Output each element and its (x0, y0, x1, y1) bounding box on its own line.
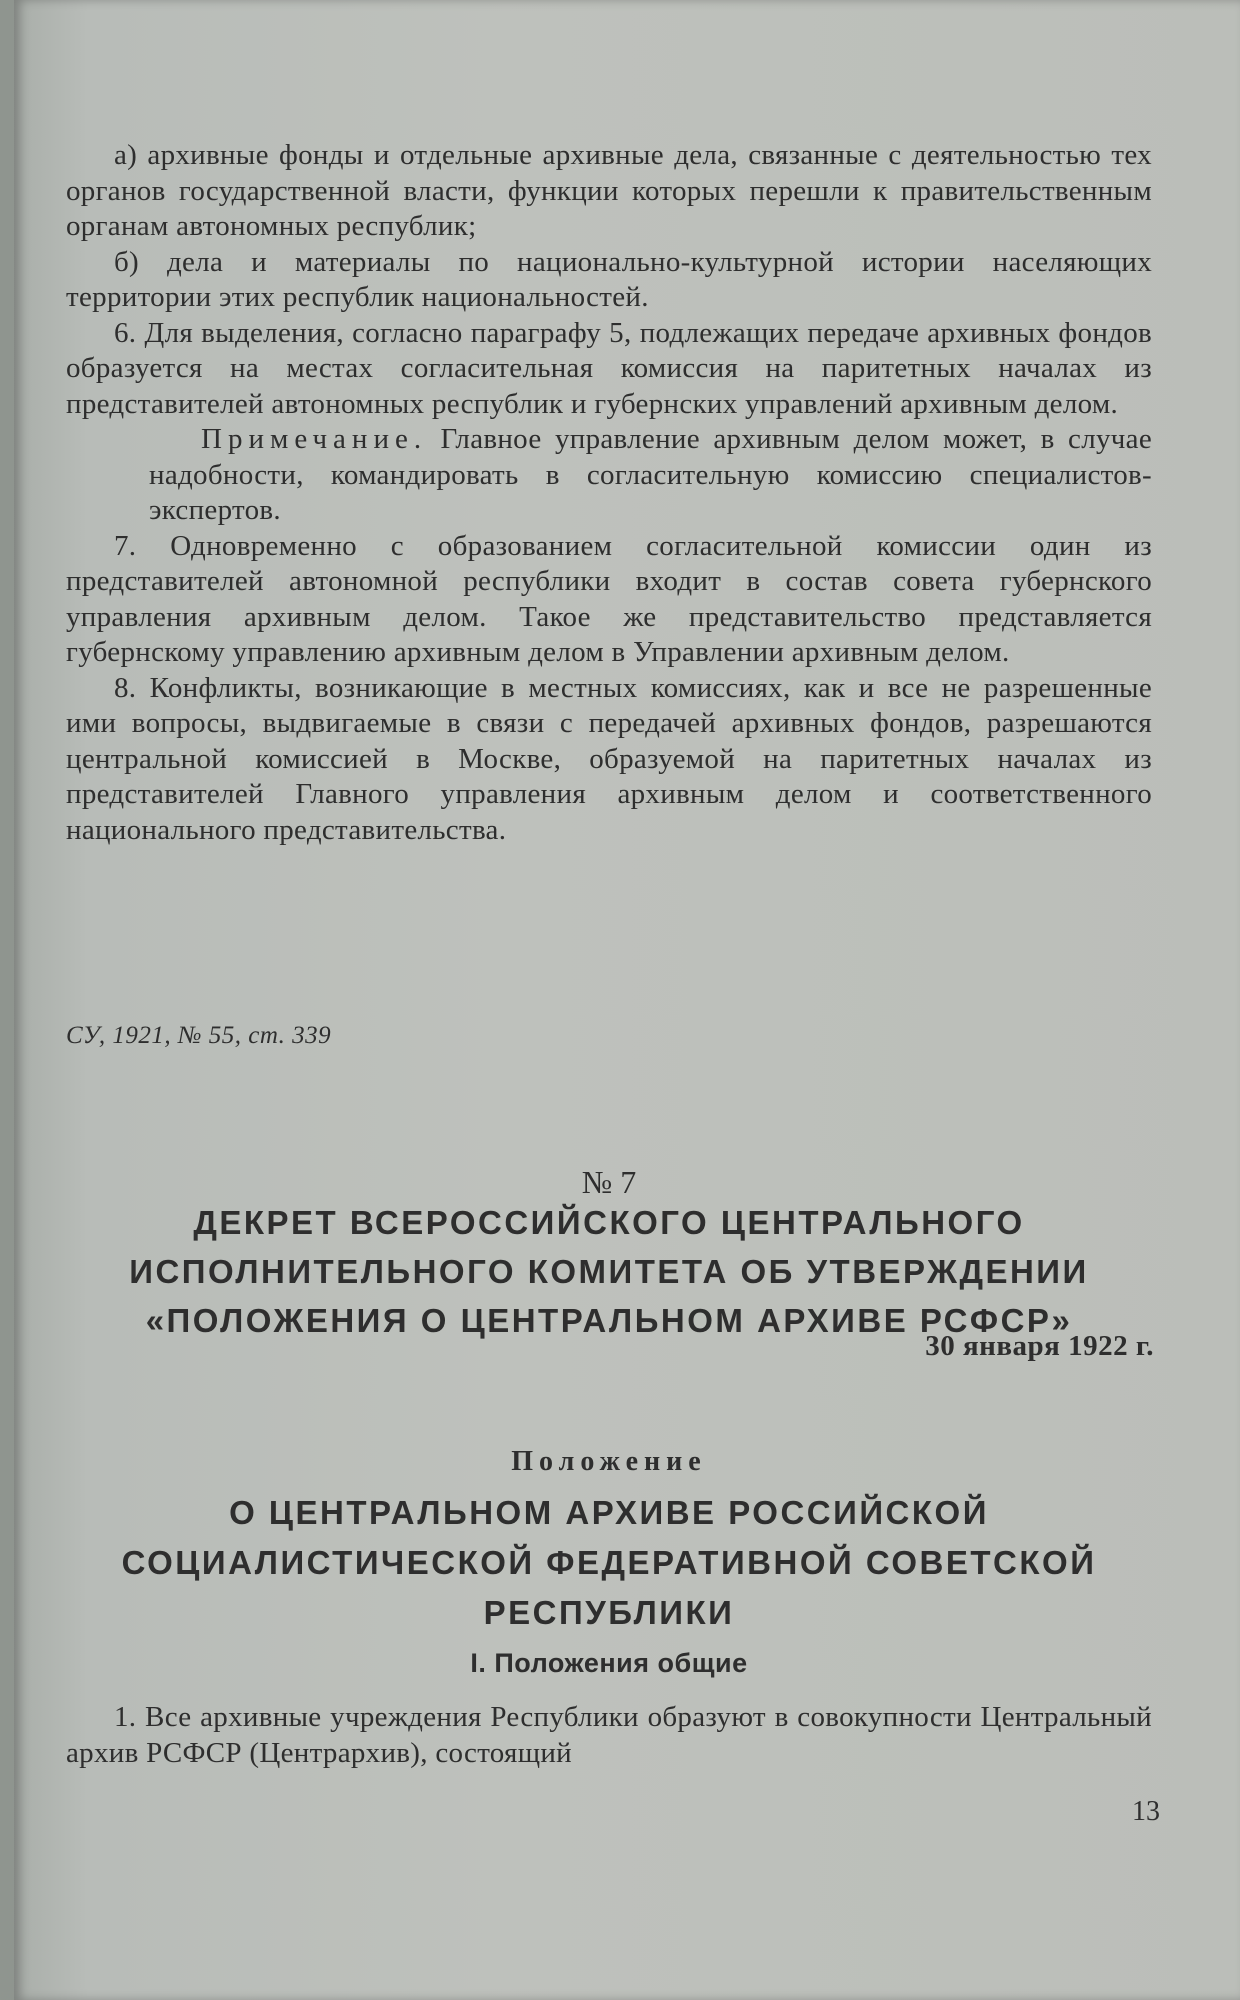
paragraph-a: а) архивные фонды и отдельные архивные дела, связанные с деятельностью тех органов государственной власти, функции которых перешли к правительственным органам автономных республик; (66, 139, 1152, 242)
document-title-line: ДЕКРЕТ ВСЕРОССИЙСКОГО ЦЕНТРАЛЬНОГО (193, 1204, 1025, 1241)
book-page (14, 0, 1240, 2000)
note-text: Главное управление архивным делом может, в случае надобности, командировать в согласительную комиссию специалистов-экспертов. (149, 423, 1152, 526)
document-date: 30 января 1922 г. (925, 1330, 1154, 1362)
body-text-top (66, 138, 1152, 848)
document-title-line: «ПОЛОЖЕНИЯ О ЦЕНТРАЛЬНОМ АРХИВЕ РСФСР» (145, 1302, 1073, 1339)
paragraph-6: 6. Для выделения, согласно параграфу 5, подлежащих передаче архивных фондов образуется на местах согласительная комиссия на паритетных началах из представителей автономных республик и губернских управлений архивным делом. (66, 316, 1152, 420)
document-number: № 7 (581, 1164, 637, 1200)
regulation-title-line: РЕСПУБЛИКИ (483, 1594, 735, 1631)
document-title-line: ИСПОЛНИТЕЛЬНОГО КОМИТЕТА ОБ УТВЕРЖДЕНИИ (129, 1253, 1089, 1290)
body-text-bottom (66, 1700, 1152, 1771)
note-paragraph (149, 422, 1152, 529)
page-number: 13 (1132, 1796, 1160, 1827)
regulation-heading: Положение (511, 1446, 707, 1477)
paragraph-b: б) дела и материалы по национально-культурной истории населяющих территории этих республик национальностей. (66, 245, 1152, 313)
section-heading: I. Положения общие (470, 1648, 748, 1678)
regulation-title-line: СОЦИАЛИСТИЧЕСКОЙ ФЕДЕРАТИВНОЙ СОВЕТСКОЙ (121, 1544, 1097, 1581)
paragraph-7: 7. Одновременно с образованием согласительной комиссии один из представителей автономной республики входит в состав совета губернского управления архивным делом. Такое же представительство представляется губернскому управлению архивным делом в Управлении архивным делом. (66, 529, 1152, 668)
regulation-title (66, 1488, 1152, 1638)
document-title (66, 1198, 1152, 1345)
regulation-title-line: О ЦЕНТРАЛЬНОМ АРХИВЕ РОССИЙСКОЙ (229, 1494, 989, 1531)
paragraph-8: 8. Конфликты, возникающие в местных комиссиях, как и все не разрешенные ими вопросы, выдвигаемые в связи с передачей архивных фондов, разрешаются центральной комиссией в Москве, образуемой на паритетных началах из представителей Главного управления архивным делом и соответственного национального представительства. (66, 671, 1152, 846)
note-label: Примечание. (201, 423, 428, 455)
paragraph-1: 1. Все архивные учреждения Республики образуют в совокупности Центральный архив РСФСР (Центрархив), состоящий (66, 1701, 1152, 1769)
source-citation: СУ, 1921, № 55, ст. 339 (66, 1022, 332, 1049)
